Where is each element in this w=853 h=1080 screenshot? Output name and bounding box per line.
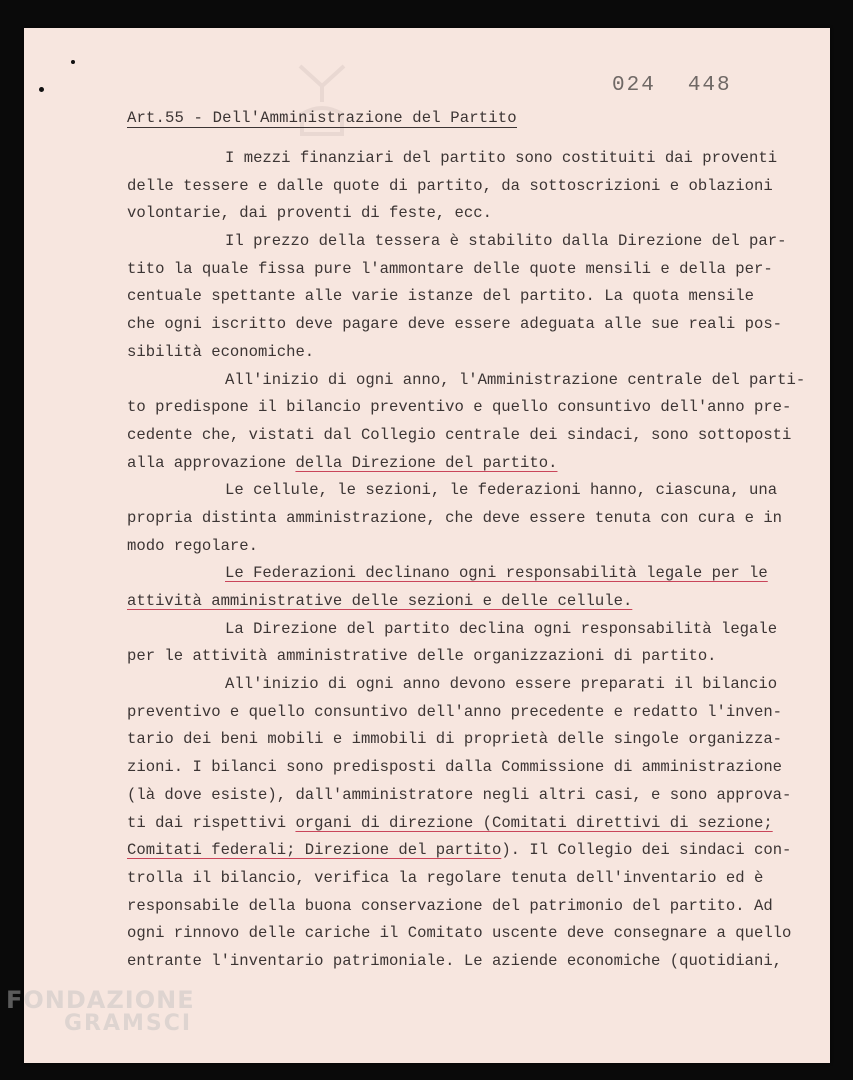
underlined-text: attività amministrative delle sezioni e delle cellule. — [127, 592, 633, 610]
line-text: delle tessere e dalle quote di partito, da sottoscrizioni e oblazioni — [127, 176, 773, 195]
text-line — [127, 450, 827, 478]
line-text: I mezzi finanziari del partito sono costituiti dai proventi — [225, 149, 778, 167]
text-line — [127, 948, 827, 976]
article-heading: Art.55 - Dell'Amministrazione del Partito — [127, 109, 517, 127]
line-text: propria distinta amministrazione, che deve essere tenuta con cura e in — [127, 508, 783, 527]
line-text: volontarie, dai proventi di feste, ecc. — [127, 204, 492, 223]
article-body — [127, 145, 827, 976]
line-text: ti dai rispettivi — [127, 813, 296, 832]
text-line — [127, 228, 827, 256]
text-line — [127, 560, 827, 588]
text-line — [127, 339, 827, 367]
line-text: responsabile della buona conservazione del patrimonio del partito. Ad — [127, 896, 773, 915]
line-text: sibilità economiche. — [127, 342, 315, 361]
line-text: alla approvazione — [127, 453, 296, 472]
line-text: ). Il Collegio dei sindaci con- — [501, 841, 792, 860]
watermark-logo — [6, 988, 195, 1036]
underlined-text: della Direzione del partito. — [295, 453, 558, 472]
line-text: ogni rinnovo delle cariche il Comitato uscente deve consegnare a quello — [127, 924, 792, 943]
line-text: Le cellule, le sezioni, le federazioni hanno, ciascuna, una — [225, 481, 778, 500]
folio-part-2: 448 — [687, 74, 732, 97]
text-line — [127, 671, 827, 699]
watermark-line-1: FONDAZIONE — [6, 986, 195, 1014]
text-line — [127, 256, 827, 284]
text-line — [127, 782, 827, 810]
text-line — [127, 422, 827, 450]
text-line — [127, 173, 827, 201]
text-line — [127, 145, 827, 173]
text-line — [127, 588, 827, 616]
punch-mark — [39, 87, 44, 92]
underlined-text: Le Federazioni declinano ogni responsabilità legale per le — [225, 564, 768, 583]
text-line — [127, 367, 827, 395]
line-text: modo regolare. — [127, 536, 259, 555]
text-line — [127, 699, 827, 727]
line-text: La Direzione del partito declina ogni responsabilità legale — [225, 619, 778, 638]
line-text: cedente che, vistati dal Collegio centrale dei sindaci, sono sottoposti — [127, 425, 792, 444]
text-line — [127, 837, 827, 865]
text-line — [127, 477, 827, 505]
text-line — [127, 726, 827, 754]
text-line — [127, 311, 827, 339]
watermark-line-2: GRAMSCI — [64, 1011, 193, 1036]
line-text: All'inizio di ogni anno devono essere preparati il bilancio — [225, 675, 778, 694]
text-line — [127, 643, 827, 671]
line-text: All'inizio di ogni anno, l'Amministrazione centrale del parti- — [225, 370, 806, 389]
speck-mark — [71, 60, 75, 64]
line-text: Il prezzo della tessera è stabilito dalla Direzione del par- — [225, 232, 787, 251]
line-text: (là dove esiste), dall'amministratore negli altri casi, e sono approva- — [127, 785, 792, 804]
text-line — [127, 200, 827, 228]
line-text: preventivo e quello consuntivo dell'anno precedente e redatto l'inven- — [127, 702, 783, 721]
line-text: to predispone il bilancio preventivo e quello consuntivo dell'anno pre- — [127, 398, 792, 417]
line-text: tario dei beni mobili e immobili di proprietà delle singole organizza- — [127, 730, 783, 749]
text-line — [127, 505, 827, 533]
text-line — [127, 533, 827, 561]
text-line — [127, 394, 827, 422]
line-text: zioni. I bilanci sono predisposti dalla Commissione di amministrazione — [127, 758, 783, 777]
text-line — [127, 810, 827, 838]
folio-number — [612, 74, 732, 97]
text-line — [127, 754, 827, 782]
line-text: trolla il bilancio, verifica la regolare tenuta dell'inventario ed è — [127, 868, 764, 887]
line-text: per le attività amministrative delle organizzazioni di partito. — [127, 647, 717, 666]
text-line — [127, 865, 827, 893]
text-line — [127, 283, 827, 311]
underlined-text: Comitati federali; Direzione del partito — [127, 841, 502, 860]
folio-part-1: 024 — [612, 74, 656, 97]
text-line — [127, 616, 827, 644]
line-text: centuale spettante alle varie istanze del partito. La quota mensile — [127, 287, 754, 306]
text-line — [127, 920, 827, 948]
underlined-text: organi di direzione (Comitati direttivi di sezione; — [295, 813, 773, 832]
line-text: entrante l'inventario patrimoniale. Le aziende economiche (quotidiani, — [127, 951, 783, 970]
line-text: tito la quale fissa pure l'ammontare delle quote mensili e della per- — [127, 259, 773, 278]
line-text: che ogni iscritto deve pagare deve essere adeguata alle sue reali pos- — [127, 315, 783, 334]
text-line — [127, 893, 827, 921]
